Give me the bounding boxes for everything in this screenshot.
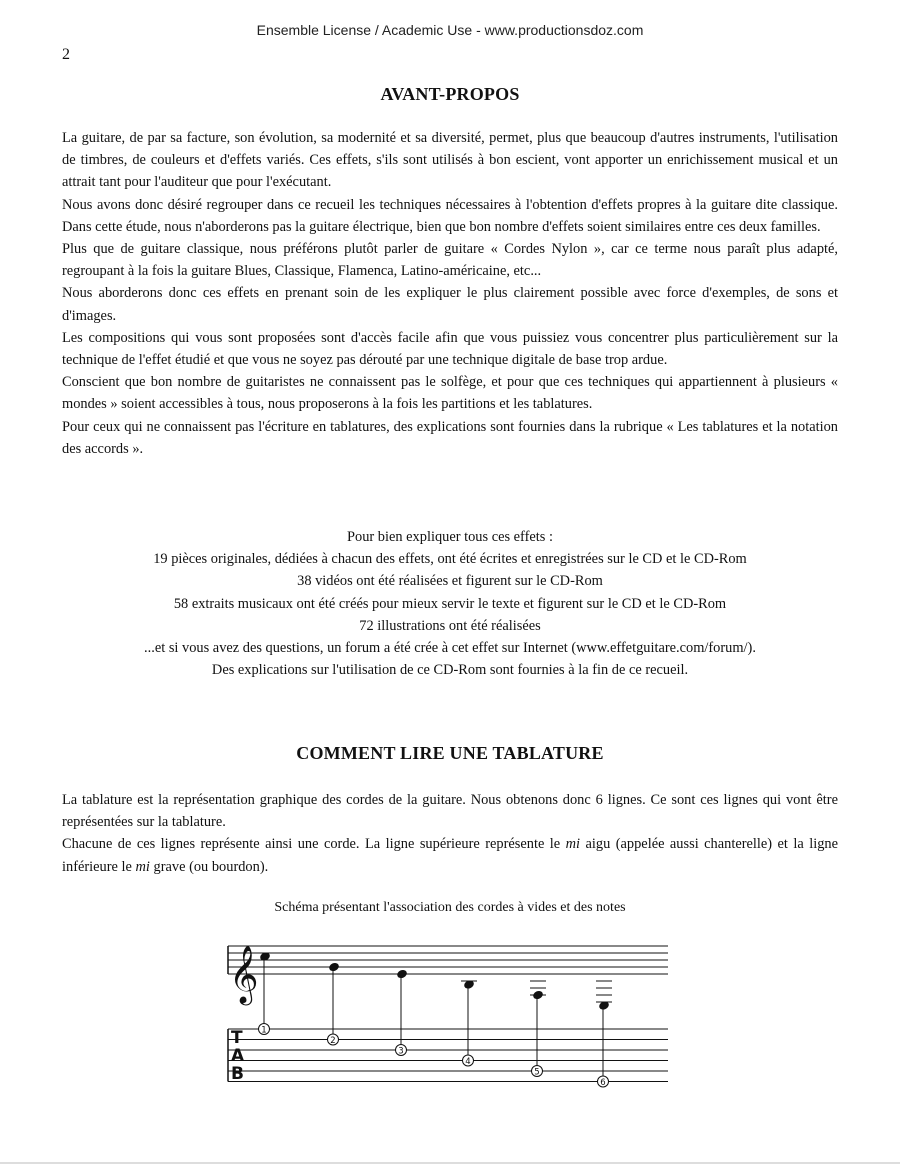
string-number: 1 [261, 1025, 267, 1036]
summary-line: Des explications sur l'utilisation de ce CD-Rom sont fournies à la fin de ce recueil. [211, 662, 689, 679]
license-header: Ensemble License / Academic Use - www.productionsdoz.com [256, 22, 644, 38]
summary-line: 72 illustrations ont été réalisées [359, 617, 541, 634]
tab-letter: B [231, 1064, 244, 1084]
notes-group [259, 951, 613, 1088]
paragraph: Les compositions qui vous sont proposées sont d'accès facile afin que vous puissiez vous concentrer plus particulièrement sur la technique de l'effet étudié et que vous ne soyez pas dérouté par une technique digitale de base trop ardue. [62, 329, 838, 369]
notehead [396, 968, 408, 979]
page-number: 2 [62, 46, 70, 63]
paragraph: Conscient que bon nombre de guitaristes ne connaissent pas le solfège, et pour que ces techniques qui appartiennent à plusieurs « mondes » soient accessibles à tous, nous proposerons à la fois les partitions et les tablatures. [62, 374, 838, 413]
paragraph: Pour ceux qui ne connaissent pas l'écriture en tablatures, des explications sont fournies dans la rubrique « Les tablatures et la notation des accords ». [62, 418, 838, 457]
string-number: 4 [465, 1056, 471, 1067]
svg-text:𝄞: 𝄞 [229, 945, 259, 1003]
text-run: aigu (appelée aussi chanterelle) et la ligne inférieure le [62, 836, 838, 875]
tab-letters [231, 1028, 245, 1084]
string-number: 5 [534, 1067, 540, 1078]
notehead [328, 961, 340, 972]
text-run: Chacune de ces lignes représente ainsi une corde. La ligne supérieure représente le [62, 836, 566, 853]
summary-line: 19 pièces originales, dédiées à chacun des effets, ont été écrites et enregistrées sur le CD et le CD-Rom [153, 551, 747, 568]
paragraph: Plus que de guitare classique, nous préférons plutôt parler de guitare « Cordes Nylon », car ce terme nous paraît plus adapté, regroupant à la fois la guitare Blues, Classique, Flamenca, Latino-américaine, etc... [62, 241, 838, 280]
tab-letter: T [231, 1028, 243, 1048]
music-staff [228, 946, 668, 974]
paragraph: Nous avons donc désiré regrouper dans ce recueil les techniques nécessaires à l'obtention d'effets propres à la guitare dite classique. Dans cette étude, nous n'aborderons pas la guitare électrique, bien que bon nombre d'effets soient similaires entre ces deux familles. [62, 196, 838, 235]
summary-line: ...et si vous avez des questions, un forum a été crée à cet effet sur Internet (www.effetguitare.com/forum/). [144, 640, 756, 657]
summary-line: 58 extraits musicaux ont été créés pour mieux servir le texte et figurent sur le CD et le CD-Rom [173, 595, 727, 612]
paragraph: Nous aborderons donc ces effets en prenant soin de les expliquer le plus clairement possible avec force d'exemples, de sons et d'images. [62, 285, 838, 324]
string-number: 2 [330, 1035, 336, 1046]
section-title-avant-propos: AVANT-PROPOS [380, 84, 520, 104]
string-number: 3 [398, 1046, 404, 1057]
note-mi: mi [135, 858, 150, 875]
summary-line: Pour bien expliquer tous ces effets : [347, 529, 553, 545]
paragraph: La tablature est la représentation graphique des cordes de la guitare. Nous obtenons donc 6 lignes. Ce sont ces lignes qui vont être représentées sur la tablature. [62, 792, 838, 831]
note-mi: mi [565, 836, 581, 853]
summary-line: 38 vidéos ont été réalisées et figurent sur le CD-Rom [297, 573, 603, 590]
tab-staff [228, 1029, 668, 1082]
schema-caption: Schéma présentant l'association des cordes à vides et des notes [274, 900, 626, 915]
string-number: 6 [600, 1077, 606, 1088]
section-title-tablature: COMMENT LIRE UNE TABLATURE [296, 743, 604, 763]
treble-clef-icon [229, 945, 259, 1006]
text-run: grave (ou bourdon). [149, 858, 269, 875]
tab-letter: A [231, 1046, 245, 1066]
paragraph: La guitare, de par sa facture, son évolution, sa modernité et sa diversité, permet, plus que beaucoup d'autres instruments, l'utilisation de timbres, de couleurs et d'effets variés. Ces effets, s'ils sont utilisés à bon escient, vont apporter un enrichissement musical et un attrait tant pour l'auditeur que pour l'exécutant. [62, 130, 838, 191]
